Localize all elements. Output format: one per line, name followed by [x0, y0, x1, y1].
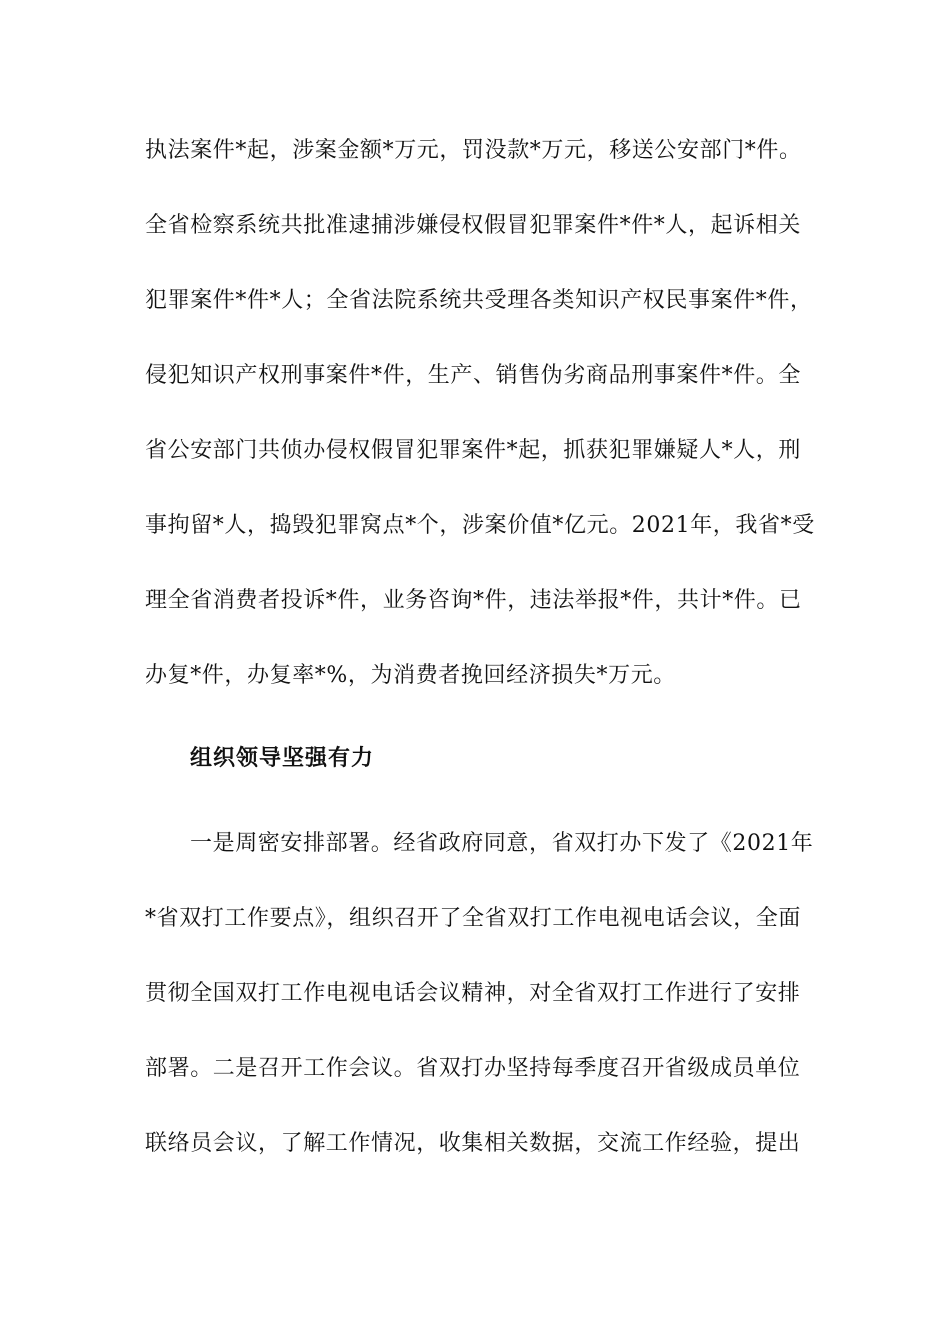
- paragraph-line: 犯罪案件*件*人；全省法院系统共受理各类知识产权民事案件*件，: [145, 288, 813, 313]
- paragraph-line: 联络员会议，了解工作情况，收集相关数据，交流工作经验，提出: [145, 1131, 801, 1156]
- paragraph-line: 贯彻全国双打工作电视电话会议精神，对全省双打工作进行了安排: [145, 981, 801, 1006]
- paragraph-line: 侵犯知识产权刑事案件*件，生产、销售伪劣商品刑事案件*件。全: [145, 363, 802, 388]
- paragraph-line: 事拘留*人，捣毁犯罪窝点*个，涉案价值*亿元。2021年，我省*受: [145, 513, 815, 538]
- paragraph-line: 一是周密安排部署。经省政府同意，省双打办下发了《2021年: [190, 831, 814, 856]
- paragraph-line: 省公安部门共侦办侵权假冒犯罪案件*起，抓获犯罪嫌疑人*人，刑: [145, 438, 802, 463]
- paragraph-line: 执法案件*起，涉案金额*万元，罚没款*万元，移送公安部门*件。: [145, 138, 802, 163]
- paragraph-line: 办复*件，办复率*%，为消费者挽回经济损失*万元。: [145, 663, 676, 688]
- paragraph-line: 理全省消费者投诉*件，业务咨询*件，违法举报*件，共计*件。已: [145, 588, 802, 613]
- section-heading: 组织领导坚强有力: [190, 746, 375, 771]
- paragraph-line: 全省检察系统共批准逮捕涉嫌侵权假冒犯罪案件*件*人，起诉相关: [145, 213, 802, 238]
- paragraph-line: 部署。二是召开工作会议。省双打办坚持每季度召开省级成员单位: [145, 1056, 801, 1081]
- paragraph-line: *省双打工作要点》，组织召开了全省双打工作电视电话会议，全面: [145, 906, 802, 931]
